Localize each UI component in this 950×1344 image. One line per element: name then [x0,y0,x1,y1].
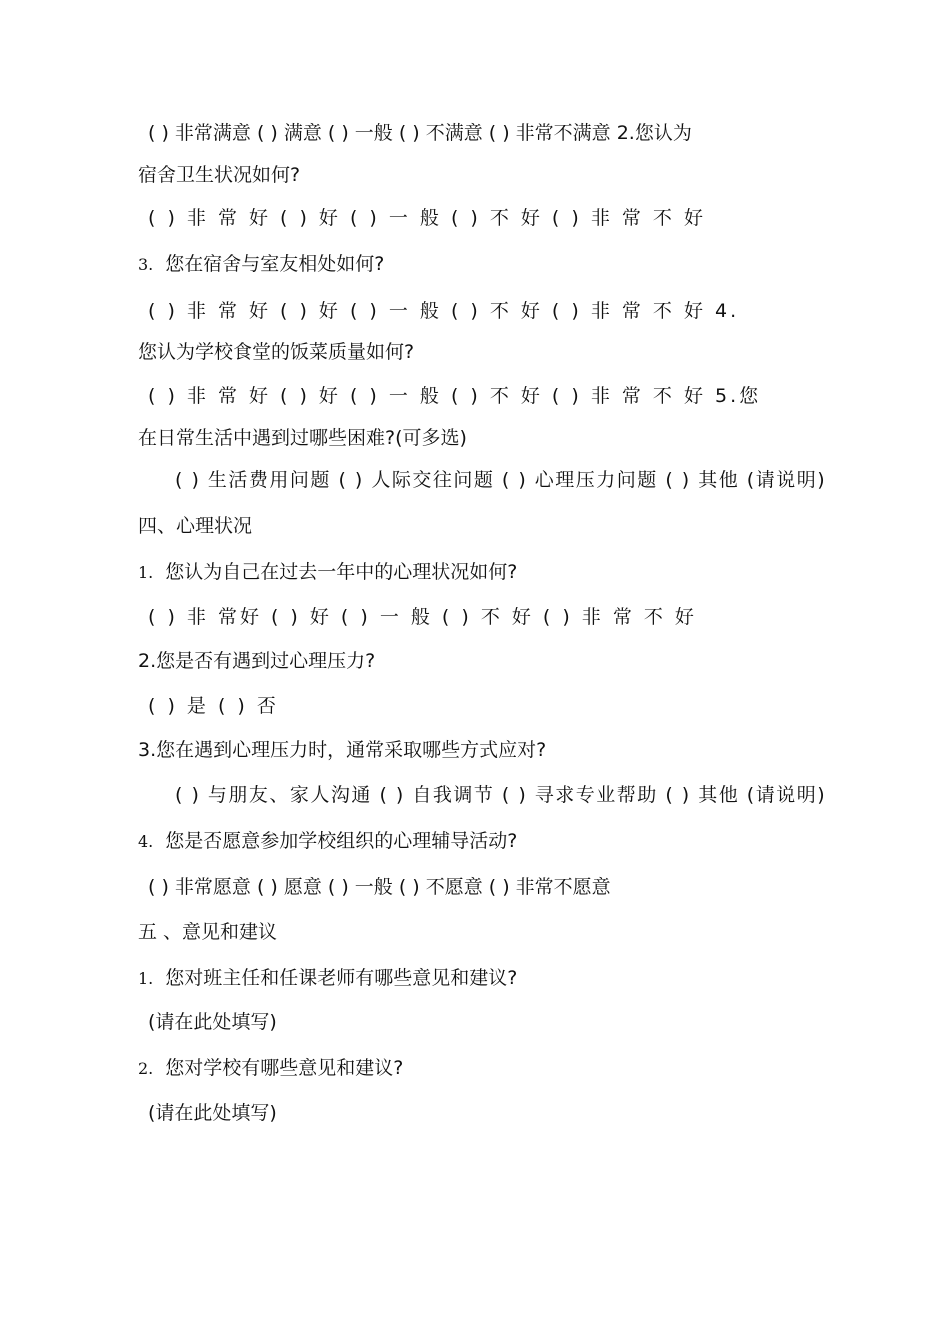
canteen-options: ( ) 非 常 好 ( ) 好 ( ) 一 般 ( ) 不 好 ( ) 非 常 不 好 5.您 [148,385,762,407]
question-dorm-hygiene: 宿舍卫生状况如何? [138,164,301,186]
teacher-suggestions-field[interactable]: (请在此处填写) [148,1011,277,1033]
question-number: 4. [138,832,154,851]
dorm-hygiene-options: ( ) 非 常 好 ( ) 好 ( ) 一 般 ( ) 不 好 ( ) 非 常 不 好 [148,207,706,229]
question-text: 您对班主任和任课老师有哪些意见和建议? [165,967,518,989]
section-heading-suggestions: 五 、意见和建议 [138,921,278,943]
question-number: 2. [138,1059,154,1078]
counseling-options: ( ) 非常愿意 ( ) 愿意 ( ) 一般 ( ) 不愿意 ( ) 非常不愿意 [148,876,611,898]
roommates-options: ( ) 非 常 好 ( ) 好 ( ) 一 般 ( ) 不 好 ( ) 非 常 不 好 4. [148,300,740,322]
question-text: 您对学校有哪些意见和建议? [165,1057,404,1079]
coping-options: ( ) 与朋友、家人沟通 ( ) 自我调节 ( ) 寻求专业帮助 ( ) 其他 (请说明) [175,784,827,806]
question-text: 您在宿舍与室友相处如何? [165,253,385,275]
question-number: 3. [138,255,154,274]
question-text: 您认为自己在过去一年中的心理状况如何? [165,561,518,583]
question-text: 您是否愿意参加学校组织的心理辅导活动? [165,830,518,852]
question-number: 1. [138,563,154,582]
question-roommates [138,252,384,277]
question-difficulties: 在日常生活中遇到过哪些困难?(可多选) [138,427,467,449]
question-coping: 3.您在遇到心理压力时，通常采取哪些方式应对? [138,739,547,761]
section-heading-psychology: 四、心理状况 [138,515,253,537]
question-counseling [138,829,517,854]
question-number: 1. [138,969,154,988]
question-canteen: 您认为学校食堂的饭菜质量如何? [138,341,415,363]
satisfaction-options-line: ( ) 非常满意 ( ) 满意 ( ) 一般 ( ) 不满意 ( ) 非常不满意 2.您认为 [148,122,692,144]
stress-options: ( ) 是 ( ) 否 [148,695,279,717]
question-teacher-suggestions [138,966,517,991]
question-psych-state [138,560,517,585]
school-suggestions-field[interactable]: (请在此处填写) [148,1102,277,1124]
question-stress: 2.您是否有遇到过心理压力? [138,650,376,672]
question-school-suggestions [138,1056,403,1081]
psych-state-options: ( ) 非 常好 ( ) 好 ( ) 一 般 ( ) 不 好 ( ) 非 常 不 好 [148,606,697,628]
difficulties-options: ( ) 生活费用问题 ( ) 人际交往问题 ( ) 心理压力问题 ( ) 其他 (请说明) [175,469,827,491]
